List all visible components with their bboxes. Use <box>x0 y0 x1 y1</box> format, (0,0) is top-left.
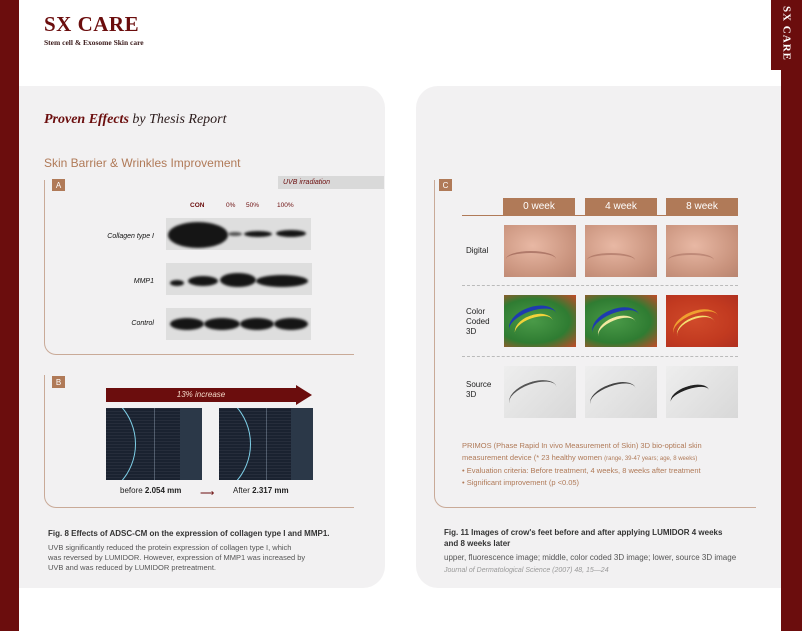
week-8-header: 8 week <box>666 198 738 215</box>
fig8-title: Fig. 8 Effects of ADSC-CM on the expression of collagen type I and MMP1. <box>48 529 330 538</box>
row-divider-1 <box>462 285 738 286</box>
fig11-title-1: Fig. 11 Images of crow's feet before and after applying LUMIDOR 4 weeks <box>444 528 723 537</box>
fig11-body: upper, fluorescence image; middle, color coded 3D image; lower, source 3D image <box>444 553 737 562</box>
digital-week0-image <box>504 225 576 277</box>
before-measure <box>120 486 181 495</box>
week-4-header: 4 week <box>585 198 657 215</box>
row-color-line2: Coded <box>466 317 490 326</box>
digital-week4-image <box>585 225 657 277</box>
increase-arrow-head <box>296 385 312 405</box>
uvb-irradiation-label: UVB irradiation <box>278 176 384 189</box>
proven-heading <box>44 112 227 128</box>
week-header-line <box>462 215 738 216</box>
fig8-body-3: UVB and was reduced by LUMIDOR pretreatment. <box>48 563 216 572</box>
row-collagen: Collagen type I <box>107 233 154 240</box>
blot-mmp1 <box>166 263 312 295</box>
section-title: Skin Barrier & Wrinkles Improvement <box>44 156 241 170</box>
before-value: 2.054 mm <box>144 486 182 495</box>
primos-bullet2: • Significant improvement (p <0.05) <box>462 478 580 487</box>
source-3d-week4-image <box>585 366 657 418</box>
primos-description <box>462 440 752 489</box>
brand-subtitle: Stem cell & Exosome Skin care <box>44 38 144 47</box>
side-tab-label: SX CARE <box>780 6 793 61</box>
digital-week8-image <box>666 225 738 277</box>
primos-bullet1: • Evaluation criteria: Before treatment, 4 weeks, 8 weeks after treatment <box>462 466 701 475</box>
week-0-header: 0 week <box>503 198 575 215</box>
row-mmp1: MMP1 <box>133 278 154 285</box>
primos-line2-main: measurement device (* 23 healthy women <box>462 453 605 462</box>
panel-a-tag: A <box>52 179 65 191</box>
color-3d-week8-image <box>666 295 738 347</box>
row-source-line2: 3D <box>466 390 477 399</box>
row-control: Control <box>131 320 154 327</box>
ultrasound-after-image <box>219 408 313 480</box>
row-source-3d <box>466 380 491 400</box>
after-value: 2.317 mm <box>252 486 289 495</box>
row-color-coded <box>466 307 490 337</box>
column-50: 50% <box>246 202 260 209</box>
side-tab <box>771 0 802 70</box>
fig8-body-1: UVB significantly reduced the protein expression of collagen type I, which <box>48 543 292 552</box>
proven-heading-rest: by Thesis Report <box>128 112 227 127</box>
row-source-line1: Source <box>466 380 492 389</box>
after-measure <box>233 486 289 495</box>
column-con: CON <box>190 202 205 209</box>
row-divider-2 <box>462 356 738 357</box>
row-color-line1: Color <box>466 307 486 316</box>
arrow-icon: ⟶ <box>200 488 215 499</box>
column-0: 0% <box>226 202 236 209</box>
brand-title: SX CARE <box>44 12 140 36</box>
color-3d-week4-image <box>585 295 657 347</box>
brand-header <box>44 12 144 47</box>
fig11-title-2: and 8 weeks later <box>444 539 511 548</box>
panel-c-tag: C <box>439 179 452 191</box>
after-prefix: After <box>233 486 250 495</box>
proven-heading-bold: Proven Effects <box>44 112 129 127</box>
primos-line2 <box>462 452 752 465</box>
increase-arrow: 13% increase <box>106 388 296 402</box>
ultrasound-before-image <box>106 408 202 480</box>
primos-line2-small: (range, 39-47 years; age, 8 weeks) <box>604 456 698 462</box>
source-3d-week8-image <box>666 366 738 418</box>
panel-b-tag: B <box>52 376 65 388</box>
blot-collagen <box>166 218 311 250</box>
row-digital: Digital <box>466 246 489 255</box>
source-3d-week0-image <box>504 366 576 418</box>
blot-control <box>166 308 311 340</box>
column-100: 100% <box>277 202 294 209</box>
fig8-body-2: was reversed by LUMIDOR. However, expression of MMP1 was increased by <box>48 553 306 562</box>
color-3d-week0-image <box>504 295 576 347</box>
before-prefix: before <box>120 486 143 495</box>
fig11-reference: Journal of Dermatological Science (2007) 48, 15—24 <box>444 567 609 574</box>
primos-line1: PRIMOS (Phase Rapid In vivo Measurement of Skin) 3D bio-optical skin <box>462 441 702 450</box>
row-color-line3: 3D <box>466 327 477 336</box>
